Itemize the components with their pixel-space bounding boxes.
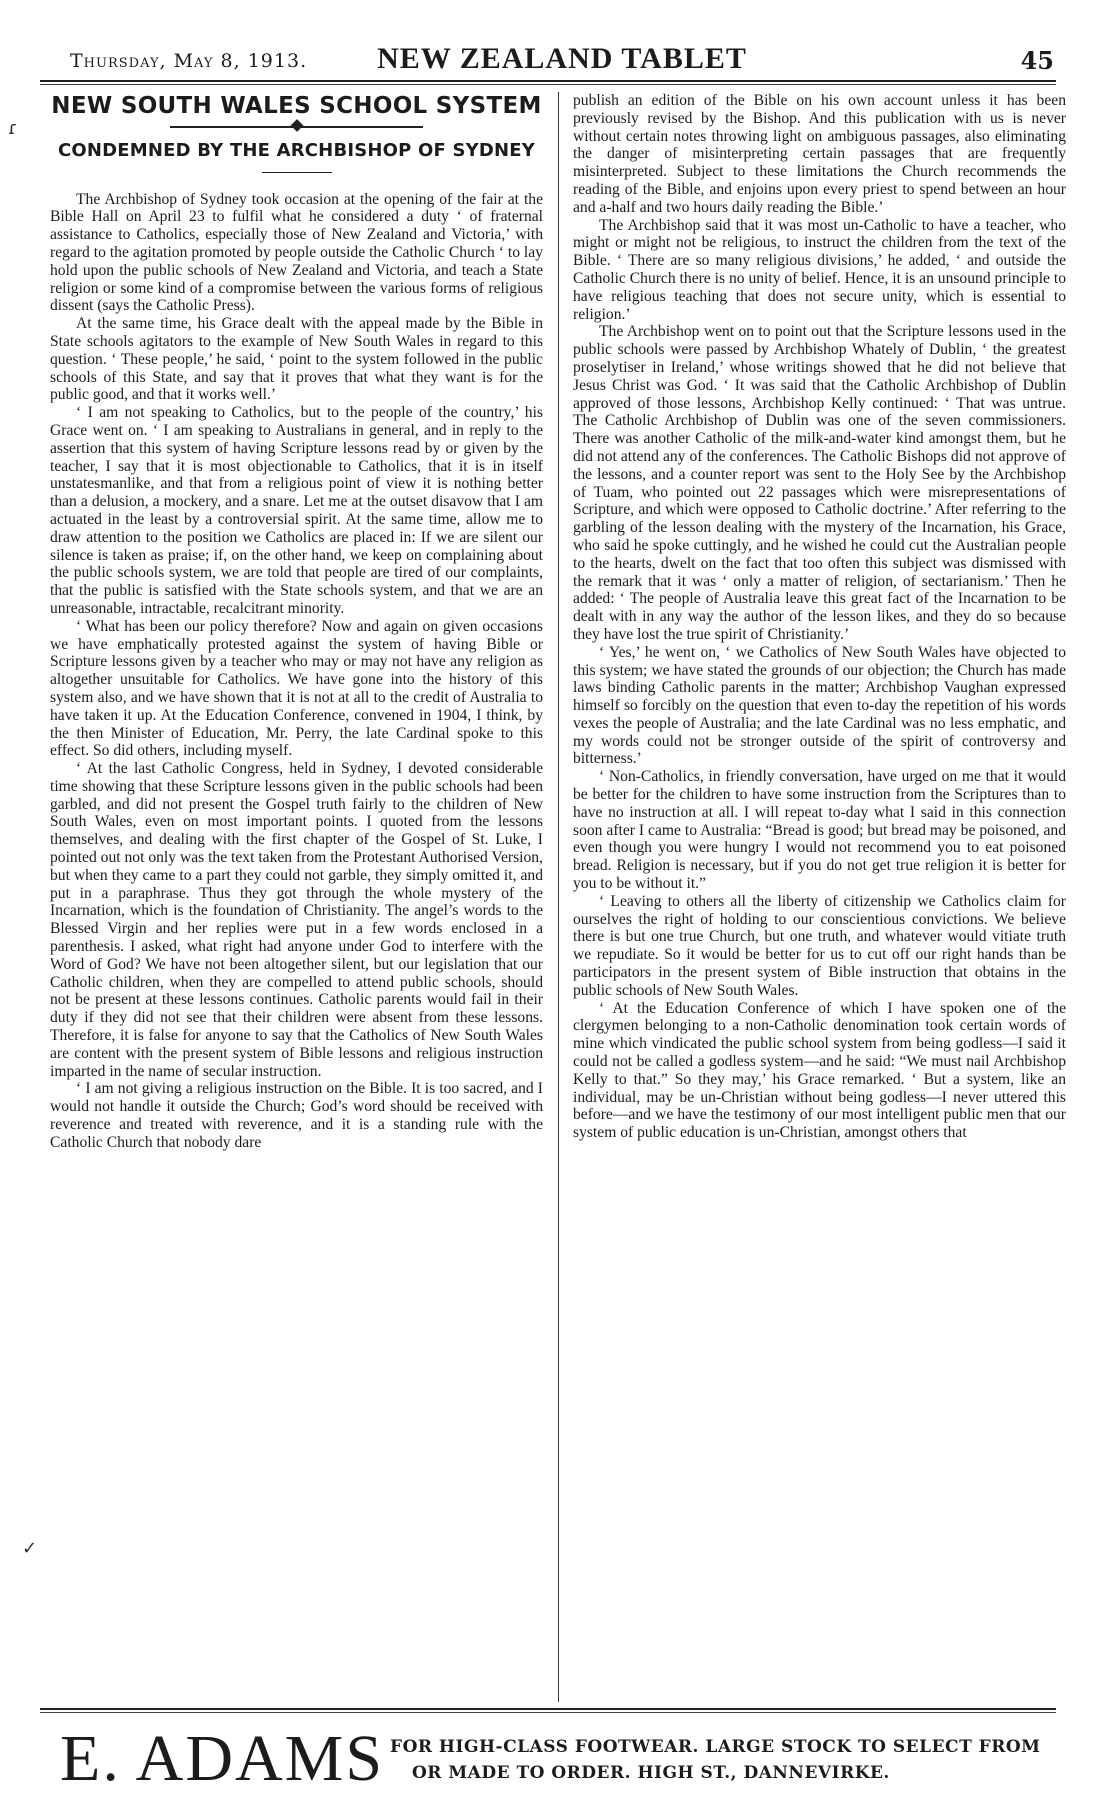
article-subtitle: CONDEMNED BY THE ARCHBISHOP OF SYDNEY <box>57 139 536 161</box>
right-column <box>573 92 1066 1712</box>
header-rule <box>40 80 1056 82</box>
paragraph: ‘ Leaving to others all the liberty of citizenship we Catholics claim for ourselves the right of holding to our conscientious convictions. We believe there is but one true Church, but one truth, and whatever would vitiate truth we repudiate. So it would be better for us to cut off our right hands than be participators in the present system of Bible instruction that obtains in the public schools of New South Wales. <box>573 892 1066 999</box>
article-title: NEW SOUTH WALES SCHOOL SYSTEM <box>51 93 542 119</box>
page-number: 45 <box>1020 46 1054 75</box>
masthead-title: NEW ZEALAND TABLET <box>377 42 747 75</box>
paragraph: ‘ What has been our policy therefore? Now and again on given occasions we have emphatically protested against the system of having Bible or Scripture lessons given by a teacher who may or may not have any religion as altogether unsuitable for Catholics. We have gone into the history of this system also, and we have shown that it is not at all to the credit of Australia to have taken it up. At the Education Conference, convened in 1904, I think, by the then Minister of Education, Mr. Perry, the late Cardinal spoke to this effect. So did others, including myself. <box>50 617 543 760</box>
left-column <box>50 92 543 1712</box>
paragraph: ‘ Non-Catholics, in friendly conversation, have urged on me that it would be better for the children to have some instruction from the Scriptures than to have no instruction at all. I will repeat to-day what I said in this connection soon after I came to Australia: “Bread is good; but bread may be poisoned, and even though you were hungry I would not recommend you to eat poisoned bread. Religion is necessary, but if you do not get true religion it is better for you to be without it.” <box>573 768 1066 893</box>
paragraph: ‘ At the last Catholic Congress, held in Sydney, I devoted considerable time showing that these Scripture lessons given in the public schools had been garbled, and did not present the Gospel truth fairly to the children of New South Wales, even on most important points. I quoted from the lessons themselves, and dealing with the first chapter of the Gospel of St. Luke, I pointed out not only was the text taken from the Protestant Authorised Version, but when they came to a part they could not garble, they simply omitted it, and put in a paraphrase. Thus they got through the whole mystery of the Incarnation, which is the foundation of Christianity. The angel’s words to the Blessed Virgin and her replies were put in a few words enclosed in a parenthesis. I asked, what right had anyone under God to interfere with the Word of God? We have not been altogether silent, but our legislation that our Catholic children, when they are compelled to attend public schools, should not be present at these lessons continues. Catholic parents would fail in their duty if they did not see that their children were absent from these lessons. Therefore, it is false for anyone to say that the Catholics of New South Wales are content with the present system of Bible lessons and religious instruction imparted in the name of secular instruction. <box>50 760 543 1080</box>
paragraph: The Archbishop went on to point out that the Scripture lessons used in the public schools were passed by Archbishop Whately of Dublin, ‘ the greatest proselytiser in Ireland,’ whose writings showed that he did not believe that Jesus Christ was God. ‘ It was said that the Catholic Archbishop of Dublin approved of those lessons, Archbishop Kelly continued: ‘ That was untrue. The Catholic Archbishop of Dublin was one of the seven commissioners. There was another Catholic of the milk-and-water kind amongst them, but he did not attend any of the conferences. The Catholic Bishops did not approve of the lessons, and a counter report was sent to the Holy See by the Archbishop of Tuam, who pointed out 22 passages which were misrepresentations of Scripture, and which were opposed to Catholic doctrine.’ After referring to the garbling of the lesson dealing with the mystery of the Incarnation, his Grace, who said he spoke cuttingly, and he wished he could cut the Australian people to the hearts, dwelt on the fact that too often this subject was dismissed with the remark that it was ‘ only a matter of religion, of sectarianism.’ Then he added: ‘ The people of Australia leave this great fact of the Incarnation to be dealt with in any way the author of the lesson likes, and they do so because they have lost the true spirit of Christianity.’ <box>573 323 1066 643</box>
issue-date: Thursday, May 8, 1913. <box>70 50 308 72</box>
paragraph: ‘ I am not giving a religious instruction on the Bible. It is too sacred, and I would not handle it outside the Church; God’s word should be received with reverence and treated with reverence, and it is a standing rule with the Catholic Church that nobody dare <box>50 1080 543 1151</box>
paragraph: ‘ At the Education Conference of which I have spoken one of the clergymen belonging to a non-Catholic denomination took certain words of mine which vindicated the public school system from being godless—I said it could not be called a godless system—and he said: “We must nail Archbishop Kelly to that.” So they may,’ his Grace remarked. ‘ But a system, like an individual, may be un-Christian without being godless—I never uttered this before—and we have the testimony of our most intelligent public men that our system of public education is un-Christian, amongst others that <box>573 999 1066 1142</box>
paragraph: ‘ I am not speaking to Catholics, but to the people of the country,’ his Grace went on. ‘ I am speaking to Australians in general, and in reply to the assertion that this system of having Scripture lessons read by or given by the teacher, I say that it is most objectionable to Catholics, that it is in itself unstatesmanlike, and that from a religious point of view it is nothing better than a delusion, a mockery, and a snare. Let me at the outset disavow that I am actuated in the least by a controversial spirit. At the same time, allow me to draw attention to the position we Catholics are placed in: If we are silent our silence is taken as praise; if, on the other hand, we keep on complaining about the public schools system, we are told that people are tired of our complaints, that the public is satisfied with the State schools system, and that we are an unreasonable, intractable, recalcitrant minority. <box>50 404 543 617</box>
advertisement-text <box>390 1734 1040 1786</box>
margin-check-mark: ✓ <box>22 1538 38 1559</box>
footer-advertisement <box>60 1722 1060 1802</box>
margin-tick-mark: ɾ <box>8 118 18 139</box>
page-header <box>68 40 1056 80</box>
paragraph: At the same time, his Grace dealt with the appeal made by the Bible in State schools agitators to the example of New South Wales in regard to this question. ‘ These people,’ he said, ‘ point to the system followed in the public schools of this State, and say that it proves that what they want is for the public good, and that it works well.’ <box>50 315 543 404</box>
advertisement-line-2: OR MADE TO ORDER. HIGH ST., DANNEVIRKE. <box>412 1763 890 1783</box>
advertisement-line-1: FOR HIGH-CLASS FOOTWEAR. LARGE STOCK TO SELECT FROM <box>390 1737 1041 1757</box>
title-ornament <box>50 122 543 132</box>
column-divider <box>558 92 559 1702</box>
header-rule-thin <box>40 84 1056 85</box>
paragraph: ‘ Yes,’ he went on, ‘ we Catholics of New South Wales have objected to this system; we have stated the grounds of our objection; the Church has made laws binding Catholic parents in the matter; Archbishop Vaughan expressed himself so forcibly on the question that even to-day the repetition of his words vexes the people of Australia; and the late Cardinal was no less emphatic, and my words could not be stronger outside of the spirit of controversy and bitterness.’ <box>573 643 1066 768</box>
paragraph: The Archbishop said that it was most un-Catholic to have a teacher, who might or might not be religious, to instruct the children from the text of the Bible. ‘ There are so many religious divisions,’ he added, ‘ and outside the Catholic Church there is no unity of belief. Hence, it is an unsound principle to have religious teaching that does not secure unity, which is essential to religion.’ <box>573 216 1066 323</box>
subtitle-rule <box>262 172 332 173</box>
advertiser-name: E. ADAMS <box>60 1722 385 1795</box>
footer-rule-thin <box>40 1712 1056 1713</box>
footer-rule <box>40 1708 1056 1710</box>
paragraph: publish an edition of the Bible on his own account unless it has been previously revised by the Bishop. And this publication with us is never without certain notes throwing light on ambiguous passages, also eliminating the danger of misinterpreting certain passages that are frequently misinterpreted. Subject to these limitations the Church recommends the reading of the Bible, and enjoins upon every priest to spend between an hour and a-half and two hours daily reading the Bible.’ <box>573 92 1066 216</box>
paragraph: The Archbishop of Sydney took occasion at the opening of the fair at the Bible Hall on April 23 to fulfil what he considered a duty ‘ of fraternal assistance to Catholics, especially those of New Zealand and Victoria,’ with regard to the agitation promoted by people outside the Catholic Church ‘ to lay hold upon the public schools of New Zealand and Victoria, and teach a State religion or some kind of a compromise between the various forms of religious dissent (says the Catholic Press). <box>50 190 543 315</box>
